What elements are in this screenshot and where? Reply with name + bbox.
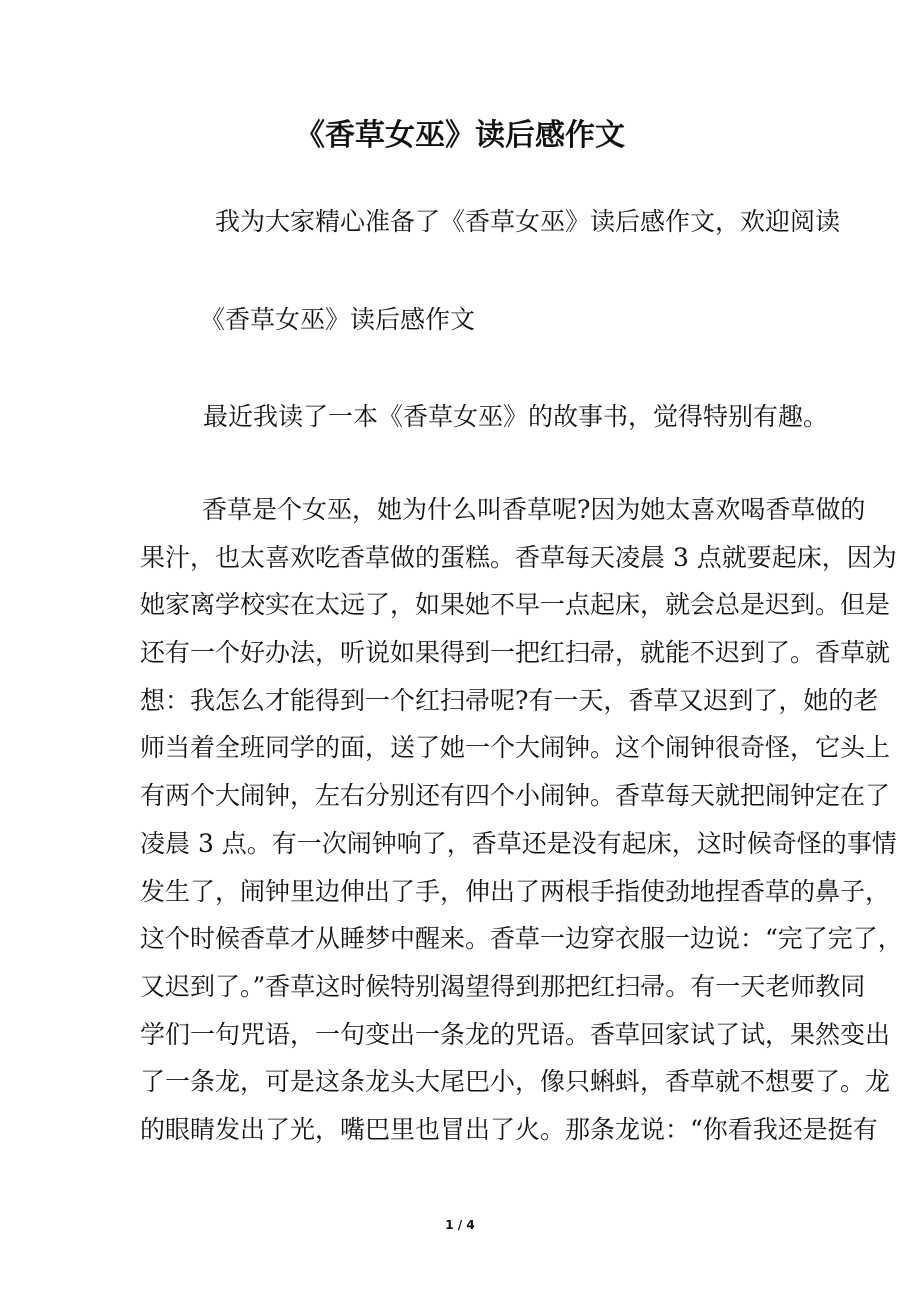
paragraph-line: 她家离学校实在太远了，如果她不早一点起床，就会总是迟到。但是 bbox=[140, 590, 891, 620]
subtitle: 《香草女巫》读后感作文 bbox=[200, 305, 476, 334]
paragraph-2 bbox=[140, 495, 903, 1163]
page-indicator: 1 / 4 bbox=[445, 1218, 475, 1232]
paragraph-line: 又迟到了。”香草这时候特别渴望得到那把红扫帚。有一天老师教同 bbox=[140, 971, 866, 1001]
paragraph-line: 师当着全班同学的面，送了她一个大闹钟。这个闹钟很奇怪，它头上 bbox=[140, 733, 891, 763]
paragraph-line: 果汁，也太喜欢吃香草做的蛋糕。香草每天凌晨 3 点就要起床，因为 bbox=[140, 542, 897, 572]
intro-text: 我为大家精心准备了《香草女巫》读后感作文，欢迎阅读 bbox=[215, 207, 841, 236]
paragraph-line: 凌晨 3 点。有一次闹钟响了，香草还是没有起床，这时候奇怪的事情 bbox=[140, 828, 897, 858]
paragraph-1: 最近我读了一本《香草女巫》的故事书，觉得特别有趣。 bbox=[203, 402, 829, 431]
paragraph-line: 学们一句咒语，一句变出一条龙的咒语。香草回家试了试，果然变出 bbox=[140, 1019, 891, 1049]
paragraph-line: 香草是个女巫，她为什么叫香草呢?因为她太喜欢喝香草做的 bbox=[202, 495, 866, 524]
paragraph-line: 有两个大闹钟，左右分别还有四个小闹钟。香草每天就把闹钟定在了 bbox=[140, 781, 891, 811]
paragraph-line: 这个时候香草才从睡梦中醒来。香草一边穿衣服一边说：“完了完了， bbox=[140, 924, 903, 954]
paragraph-line: 的眼睛发出了光，嘴巴里也冒出了火。那条龙说：“你看我还是挺有 bbox=[140, 1114, 878, 1144]
paragraph-line: 想：我怎么才能得到一个红扫帚呢?有一天，香草又迟到了，她的老 bbox=[140, 685, 879, 715]
document-title: 《香草女巫》读后感作文 bbox=[295, 118, 625, 153]
paragraph-line: 了一条龙，可是这条龙头大尾巴小，像只蝌蚪，香草就不想要了。龙 bbox=[140, 1067, 891, 1097]
paragraph-line: 发生了，闹钟里边伸出了手，伸出了两根手指使劲地捏香草的鼻子， bbox=[140, 876, 891, 906]
paragraph-line: 还有一个好办法，听说如果得到一把红扫帚，就能不迟到了。香草就 bbox=[140, 638, 891, 668]
